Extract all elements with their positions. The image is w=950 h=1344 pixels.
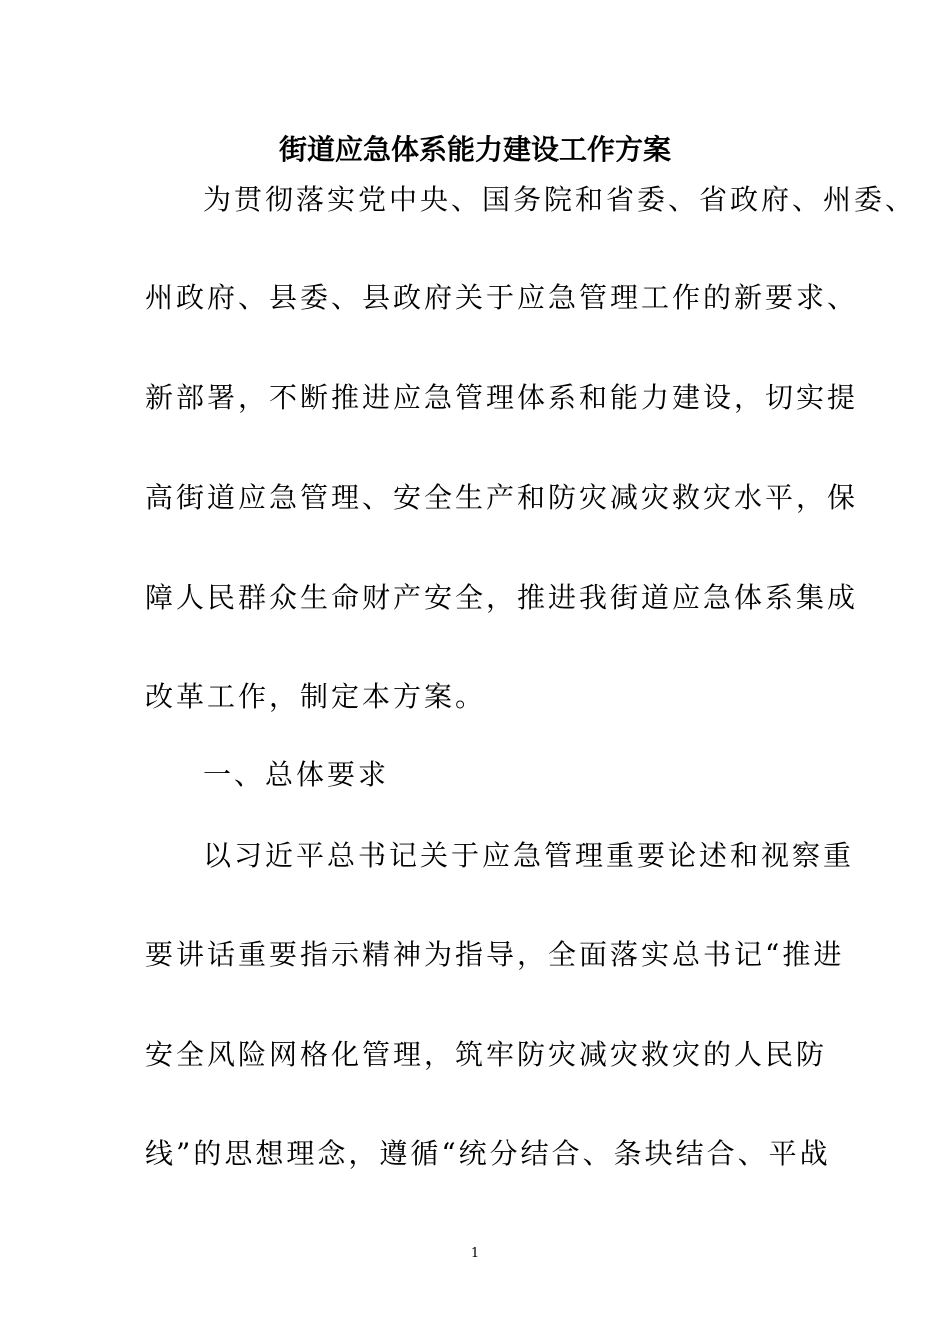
paragraph-2-line-4: 线”的思想理念，遵循“统分结合、条块结合、平战 <box>145 1137 831 1170</box>
section-heading-general-requirements: 一、总体要求 <box>203 758 390 791</box>
paragraph-1-line-5: 障人民群众生命财产安全，推进我街道应急体系集成 <box>145 581 859 614</box>
document-title: 街道应急体系能力建设工作方案 <box>278 133 671 166</box>
paragraph-1-line-3: 新部署，不断推进应急管理体系和能力建设，切实提 <box>145 381 859 414</box>
paragraph-1-line-1: 为贯彻落实党中央、国务院和省委、省政府、州委、 <box>203 183 917 216</box>
paragraph-1-line-2: 州政府、县委、县政府关于应急管理工作的新要求、 <box>145 281 859 314</box>
paragraph-1-line-4: 高街道应急管理、安全生产和防灾减灾救灾水平，保 <box>145 481 859 514</box>
paragraph-2-line-2: 要讲话重要指示精神为指导，全面落实总书记“推进 <box>145 938 845 971</box>
paragraph-2-line-1: 以习近平总书记关于应急管理重要论述和视察重 <box>203 839 855 872</box>
page-number: 1 <box>470 1246 480 1261</box>
paragraph-2-line-3: 安全风险网格化管理，筑牢防灾减灾救灾的人民防 <box>145 1038 828 1071</box>
paragraph-1-line-6: 改革工作，制定本方案。 <box>145 680 487 713</box>
